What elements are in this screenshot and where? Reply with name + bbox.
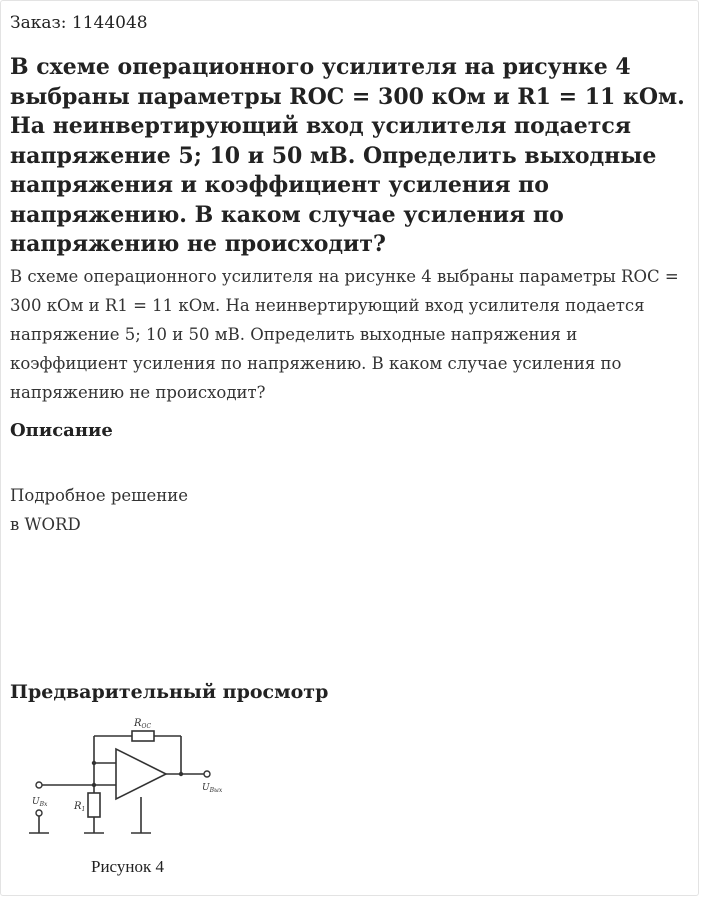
preview-heading: Предварительный просмотр: [10, 681, 329, 703]
description-line: Подробное решение: [10, 486, 189, 505]
input-ground-terminal: [36, 810, 42, 816]
feedback-resistor: [132, 731, 154, 741]
op-amp-symbol: [116, 749, 166, 799]
output-terminal: [204, 771, 210, 777]
op-amp-circuit-figure: [26, 713, 266, 841]
input-terminal: [36, 782, 42, 788]
label-uout: $U_{Вых}$: [202, 783, 223, 794]
label-uin: $U_{Вх}$: [32, 797, 48, 808]
label-r1: $R_1$: [74, 801, 86, 813]
junction-dot: [92, 761, 96, 765]
junction-dot: [179, 772, 183, 776]
junction-dot: [92, 783, 96, 787]
description-heading: Описание: [10, 420, 113, 441]
task-text: В схеме операционного усилителя на рисунке 4 выбраны параметры ROC = 300 кОм и R1 = 11 кОм. На неинвертирующий вход усилителя подается напряжение 5; 10 и 50 мВ. Определить выходные напряжения и коэффициент усиления по напряжению. В каком случае усиления по напряжению не происходит?: [10, 267, 679, 402]
order-number: Заказ: 1144048: [10, 13, 148, 33]
label-roc: $R_{ОС}$: [134, 718, 152, 730]
description-line: в WORD: [10, 515, 81, 534]
ground-resistor: [88, 793, 100, 817]
task-title: В схеме операционного усилителя на рисунке 4 выбраны параметры ROC = 300 кОм и R1 = 11 кОм. На неинвертирующий вход усилителя подается напряжение 5; 10 и 50 мВ. Определить выходные напряжения и коэффициент усиления по напряжению. В каком случае усиления по напряжению не происходит?: [10, 54, 685, 257]
figure-caption: Рисунок 4: [91, 857, 164, 876]
description-body: [10, 481, 188, 539]
